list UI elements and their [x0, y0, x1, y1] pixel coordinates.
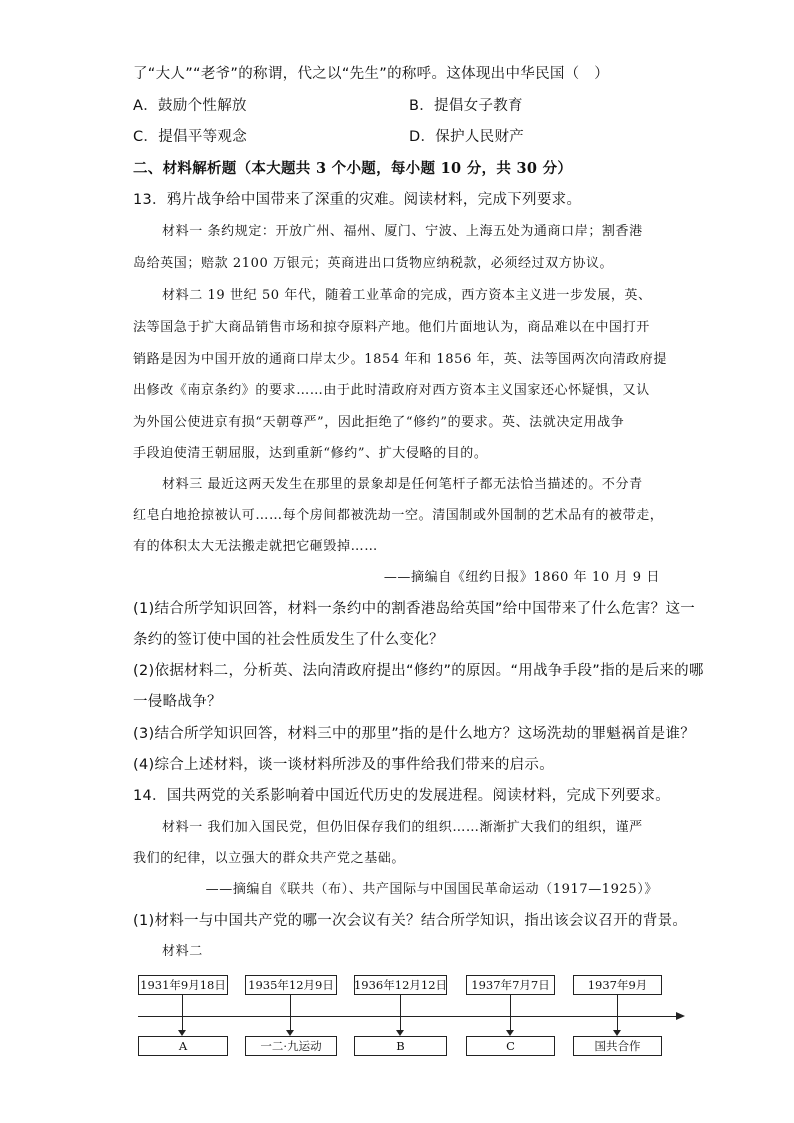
q13-material-3-source: ——摘编自《纽约日报》1860 年 10 月 9 日 [383, 570, 660, 585]
q13-material-1-line-1: 材料一 条约规定：开放广州、福州、厦门、宁波、上海五处为通商口岸；割香港 [162, 224, 643, 239]
timeline-connector [617, 995, 618, 1031]
timeline-date: 1937年7月7日 [466, 975, 555, 995]
q14-material-1-source: ——摘编自《联共（布）、共产国际与中国国民革命运动（1917—1925）》 [205, 882, 658, 897]
timeline-event: C [466, 1036, 555, 1056]
q13-material-2-line-3: 销路是因为中国开放的通商口岸太少。1854 年和 1856 年，英、法等国两次向清政府提 [133, 352, 667, 367]
timeline-connector [510, 995, 511, 1031]
q13-part-1-line-2: 条约的签订使中国的社会性质发生了什么变化？ [133, 632, 444, 648]
section-2-heading: 二、材料解析题（本大题共 3 个小题，每小题 10 分，共 30 分） [133, 160, 573, 177]
q13-part-1-line-1: (1)结合所学知识回答，材料一条约中的割香港岛给英国”给中国带来了什么危害？这一 [133, 601, 696, 617]
q13-material-3-line-3: 有的体积太大无法搬走就把它砸毁掉…… [133, 539, 378, 554]
q14-material-1-line-1: 材料一 我们加入国民党，但仍旧保存我们的组织……渐渐扩大我们的组织，谨严 [162, 820, 643, 835]
timeline-date: 1936年12月12日 [354, 975, 447, 995]
q13-stem: 13．鸦片战争给中国带来了深重的灾难。阅读材料，完成下列要求。 [133, 192, 582, 208]
q13-material-3-line-2: 红皂白地抢掠被认可……每个房间都被洗劫一空。清国制或外国制的艺术品有的被带走， [133, 508, 664, 523]
q14-material-1-line-2: 我们的纪律，以立强大的群众共产党之基础。 [133, 851, 406, 866]
q13-part-4: (4)综合上述材料，谈一谈材料所涉及的事件给我们带来的启示。 [133, 757, 555, 773]
q13-material-3-line-1: 材料三 最近这两天发生在那里的景象却是任何笔杆子都无法恰当描述的。不分青 [162, 477, 643, 492]
timeline-event: A [138, 1036, 228, 1056]
q12-option-c[interactable]: C．提倡平等观念 [133, 129, 248, 145]
q14-part-1: (1)材料一与中国共产党的哪一次会议有关？结合所学知识，指出该会议召开的背景。 [133, 913, 688, 929]
q13-part-2-line-1: (2)依据材料二，分析英、法向清政府提出“修约”的原因。“用战争手段”指的是后来的哪 [133, 663, 704, 679]
q13-material-2-line-4: 出修改《南京条约》的要求……由于此时清政府对西方资本主义国家还心怀疑惧，又认 [133, 383, 650, 398]
q13-material-2-line-5: 为外国公使进京有损“天朝尊严”，因此拒绝了“修约”的要求。英、法就决定用战争 [133, 415, 625, 430]
q13-material-2-line-6: 手段迫使清王朝屈服，达到重新“修约”、扩大侵略的目的。 [133, 446, 488, 461]
timeline-arrow-icon [676, 1012, 685, 1020]
timeline-connector [400, 995, 401, 1031]
q12-stem-continuation: 了“大人”“老爷”的称谓，代之以“先生”的称呼。这体现出中华民国（ ） [133, 66, 610, 82]
timeline-axis [138, 1016, 678, 1017]
q13-part-3: (3)结合所学知识回答，材料三中的那里”指的是什么地方？这场洗劫的罪魁祸首是谁？ [133, 726, 696, 742]
timeline-event: B [354, 1036, 447, 1056]
q12-option-a[interactable]: A．鼓励个性解放 [133, 98, 247, 114]
q14-stem: 14．国共两党的关系影响着中国近代历史的发展进程。阅读材料，完成下列要求。 [133, 788, 671, 804]
timeline-date: 1931年9月18日 [138, 975, 228, 995]
timeline-connector [182, 995, 183, 1031]
timeline-event: 一二·九运动 [245, 1036, 337, 1056]
q13-material-2-line-1: 材料二 19 世纪 50 年代，随着工业革命的完成，西方资本主义进一步发展，英、 [162, 288, 652, 303]
q12-option-b[interactable]: B．提倡女子教育 [409, 98, 523, 114]
timeline-date: 1937年9月 [573, 975, 662, 995]
q14-material-2-label: 材料二 [162, 944, 203, 959]
q13-material-1-line-2: 岛给英国；赔款 2100 万银元；英商进出口货物应纳税款，必须经过双方协议。 [133, 256, 614, 271]
q13-material-2-line-2: 法等国急于扩大商品销售市场和掠夺原料产地。他们片面地认为，商品难以在中国打开 [133, 320, 650, 335]
q13-part-2-line-2: 一侵略战争？ [133, 694, 222, 710]
timeline-event: 国共合作 [573, 1036, 662, 1056]
timeline-date: 1935年12月9日 [245, 975, 337, 995]
q12-option-d[interactable]: D．保护人民财产 [409, 129, 525, 145]
timeline-connector [290, 995, 291, 1031]
